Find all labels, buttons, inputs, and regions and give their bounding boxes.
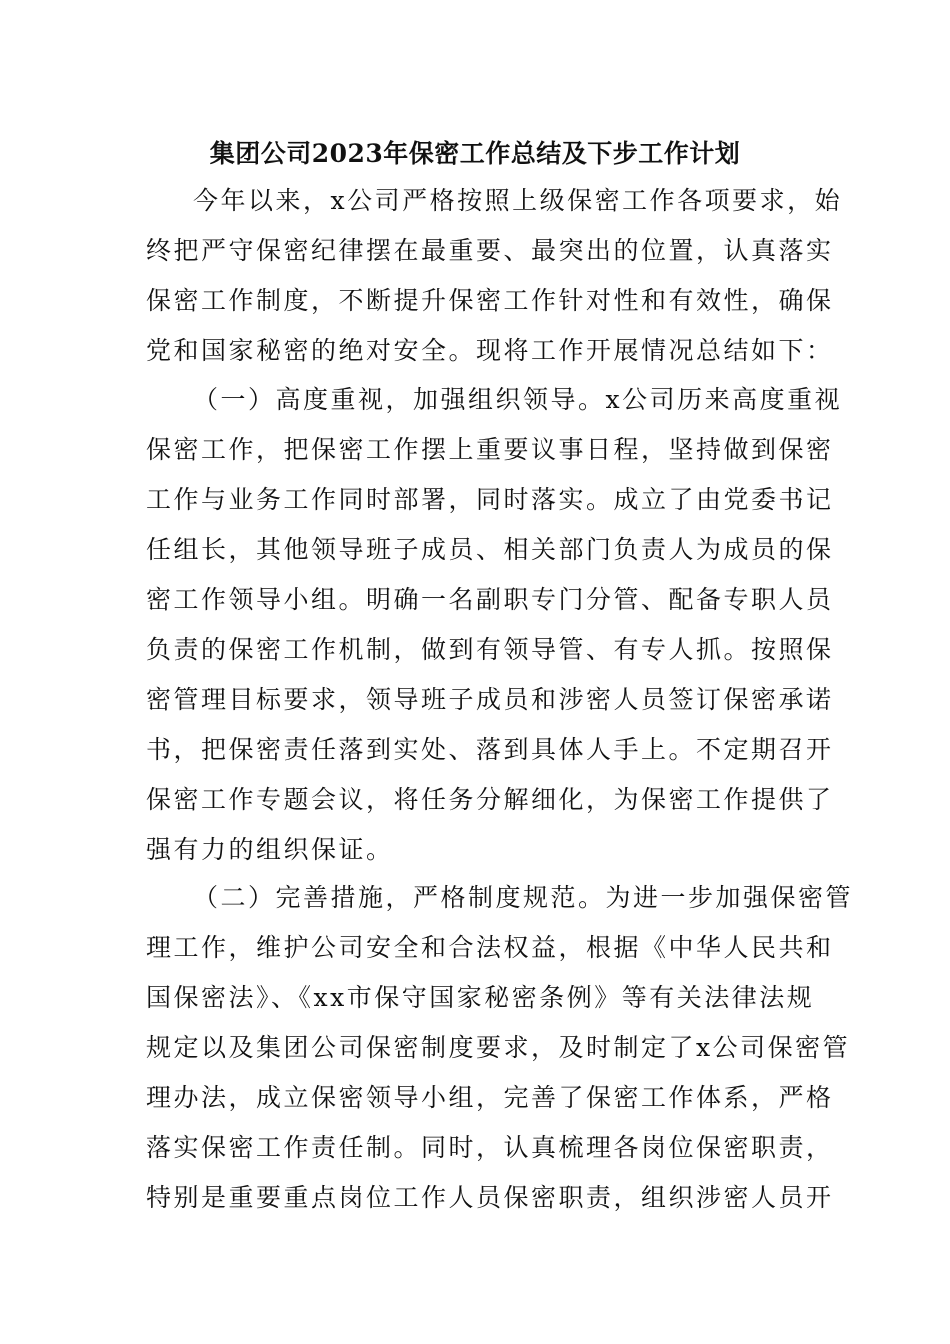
- paragraph-line: 保密工作专题会议，将任务分解细化，为保密工作提供了: [146, 785, 834, 814]
- paragraph-line: 工作与业务工作同时部署，同时落实。成立了由党委书记: [146, 485, 834, 514]
- paragraph-line: 落实保密工作责任制。同时，认真梳理各岗位保密职责，: [146, 1133, 834, 1162]
- paragraph-line: 理工作，维护公司安全和合法权益，根据《中华人民共和: [146, 933, 834, 962]
- paragraph-line: 终把严守保密纪律摆在最重要、最突出的位置，认真落实: [146, 236, 834, 265]
- paragraph-line: 今年以来，x公司严格按照上级保密工作各项要求，始: [193, 186, 843, 215]
- paragraph-line: 强有力的组织保证。: [146, 835, 394, 864]
- paragraph-line: 任组长，其他领导班子成员、相关部门负责人为成员的保: [146, 535, 834, 564]
- paragraph-line: 书，把保密责任落到实处、落到具体人手上。不定期召开: [146, 735, 834, 764]
- document-title: 集团公司2023年保密工作总结及下步工作计划: [209, 139, 741, 168]
- paragraph-section-2: [146, 873, 854, 1223]
- paragraph-line: 规定以及集团公司保密制度要求，及时制定了x公司保密管: [146, 1033, 851, 1062]
- paragraph-line: （一）高度重视，加强组织领导。x公司历来高度重视: [193, 385, 843, 414]
- paragraph-line: 密管理目标要求，领导班子成员和涉密人员签订保密承诺: [146, 685, 834, 714]
- paragraph-intro: [146, 176, 843, 376]
- paragraph-line: 负责的保密工作机制，做到有领导管、有专人抓。按照保: [146, 635, 834, 664]
- paragraph-line: 理办法，成立保密领导小组，完善了保密工作体系，严格: [146, 1083, 834, 1112]
- paragraph-line: 党和国家秘密的绝对安全。现将工作开展情况总结如下：: [146, 336, 834, 365]
- paragraph-line: 国保密法》、《xx市保守国家秘密条例》等有关法律法规: [146, 983, 815, 1012]
- paragraph-line: 保密工作，把保密工作摆上重要议事日程，坚持做到保密: [146, 435, 834, 464]
- paragraph-line: 特别是重要重点岗位工作人员保密职责，组织涉密人员开: [146, 1183, 834, 1212]
- paragraph-line: 密工作领导小组。明确一名副职专门分管、配备专职人员: [146, 585, 834, 614]
- paragraph-line: 保密工作制度，不断提升保密工作针对性和有效性，确保: [146, 286, 834, 315]
- paragraph-line: （二）完善措施，严格制度规范。为进一步加强保密管: [193, 883, 854, 912]
- paragraph-section-1: [146, 375, 843, 875]
